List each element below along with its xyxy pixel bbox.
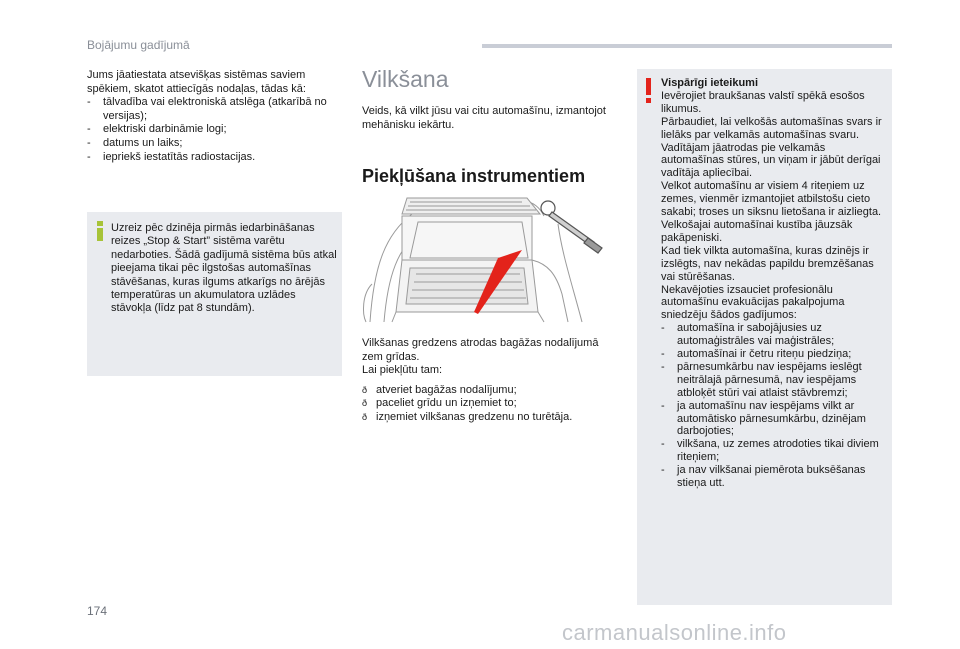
subheading: Piekļūšana instrumentiem: [362, 166, 586, 187]
warning-paragraph: Nekavējoties izsauciet profesionālu automašīnu evakuācijas pakalpojuma sniedzēju šādos gadījumos:: [661, 283, 845, 322]
header-bar: [482, 44, 892, 48]
towing-section: [362, 66, 612, 187]
list-item: - automašīnai ir četru riteņu piedziņa;: [661, 348, 889, 361]
info-box: [87, 212, 342, 376]
page-title: Vilkšana: [362, 66, 449, 92]
access-text: Lai piekļūtu tam:: [362, 364, 443, 377]
tow-ring-location: [362, 337, 612, 425]
warning-paragraph: Ievērojiet braukšanas valstī spēkā esošos likumus.: [661, 89, 865, 115]
warning-paragraph: Vadītājam jāatrodas pie velkamās automašīnas stūres, un viņam ir jābūt derīgai vadītāja apliecībai.: [661, 141, 881, 180]
warning-title: Vispārīgi ieteikumi: [661, 77, 759, 89]
section-title: Bojājumu gadījumā: [87, 38, 190, 52]
boot-tow-ring-illustration: [362, 194, 612, 324]
steps-list: [362, 384, 612, 425]
reset-list: [87, 96, 342, 164]
list-item: - elektriski darbināmie logi;: [87, 123, 342, 137]
warning-text: [661, 77, 889, 490]
list-item: ð izņemiet vilkšanas gredzenu no turētāja.: [362, 411, 612, 425]
warning-paragraph: Kad tiek vilkta automašīna, kuras dzinējs ir izslēgts, nav nekādas papildu bremzēšanas vai stūrēšanas.: [661, 244, 874, 283]
list-item: - pārnesumkārbu nav iespējams ieslēgt neitrālajā pārnesumā, nav iespējams atbloķēt stūri vai atlaist stāvbremzi;: [661, 361, 889, 400]
list-item: - automašīna ir sabojājusies uz automaģistrāles vai maģistrāles;: [661, 322, 889, 348]
warning-icon: [644, 78, 654, 104]
list-item: - datums un laiks;: [87, 137, 342, 151]
list-item: ð atveriet bagāžas nodalījumu;: [362, 384, 612, 398]
info-text: Uzreiz pēc dzinēja pirmās iedarbināšanas reizes „Stop & Start” sistēma varētu nedarboties. Šādā gadījumā sistēma būs atkal pieejama tikai pēc ilgstošas automašīnas stāvēšanas, kuras ilgums atkarīgs no ārējās temperatūras un akumulatora uzlādes stāvokļa (līdz pat 8 stundām).: [111, 222, 337, 315]
warning-paragraph: Pārbaudiet, lai velkošās automašīnas svars ir lielāks par velkamās automašīnas svaru.: [661, 115, 882, 141]
list-item: ð paceliet grīdu un izņemiet to;: [362, 397, 612, 411]
warning-box: [637, 69, 892, 605]
info-icon: [95, 221, 105, 241]
warning-paragraph: Velkot automašīnu ar visiem 4 riteņiem uz zemes, vienmēr izmantojiet atbilstošu cieto sakabi; troses un siksnu lietošana ir aizliegta.: [661, 180, 882, 219]
cases-list: [661, 322, 889, 490]
list-item: - ja nav vilkšanai piemērota buksēšanas stieņa utt.: [661, 464, 889, 490]
towing-intro: Veids, kā vilkt jūsu vai citu automašīnu, izmantojot mehānisku iekārtu.: [362, 105, 606, 131]
page-number: 174: [87, 604, 108, 618]
watermark: carmanualsonline.info: [562, 620, 787, 645]
list-item: - ja automašīnu nav iespējams vilkt ar automātisko pārnesumkārbu, dzinējam darbojoties;: [661, 400, 889, 439]
location-text: Vilkšanas gredzens atrodas bagāžas nodalījumā zem grīdas.: [362, 337, 599, 363]
reset-intro: Jums jāatiestata atsevišķas sistēmas saviem spēkiem, skatot attiecīgās nodaļas, tādas kā:: [87, 69, 306, 95]
warning-paragraph: Velkošajai automašīnai kustība jāuzsāk pakāpeniski.: [661, 218, 853, 244]
list-item: - tālvadība vai elektroniskā atslēga (atkarībā no versijas);: [87, 96, 342, 123]
list-item: - iepriekš iestatītās radiostacijas.: [87, 151, 342, 165]
reset-systems-block: [87, 69, 342, 164]
list-item: - vilkšana, uz zemes atrodoties tikai diviem riteņiem;: [661, 438, 889, 464]
